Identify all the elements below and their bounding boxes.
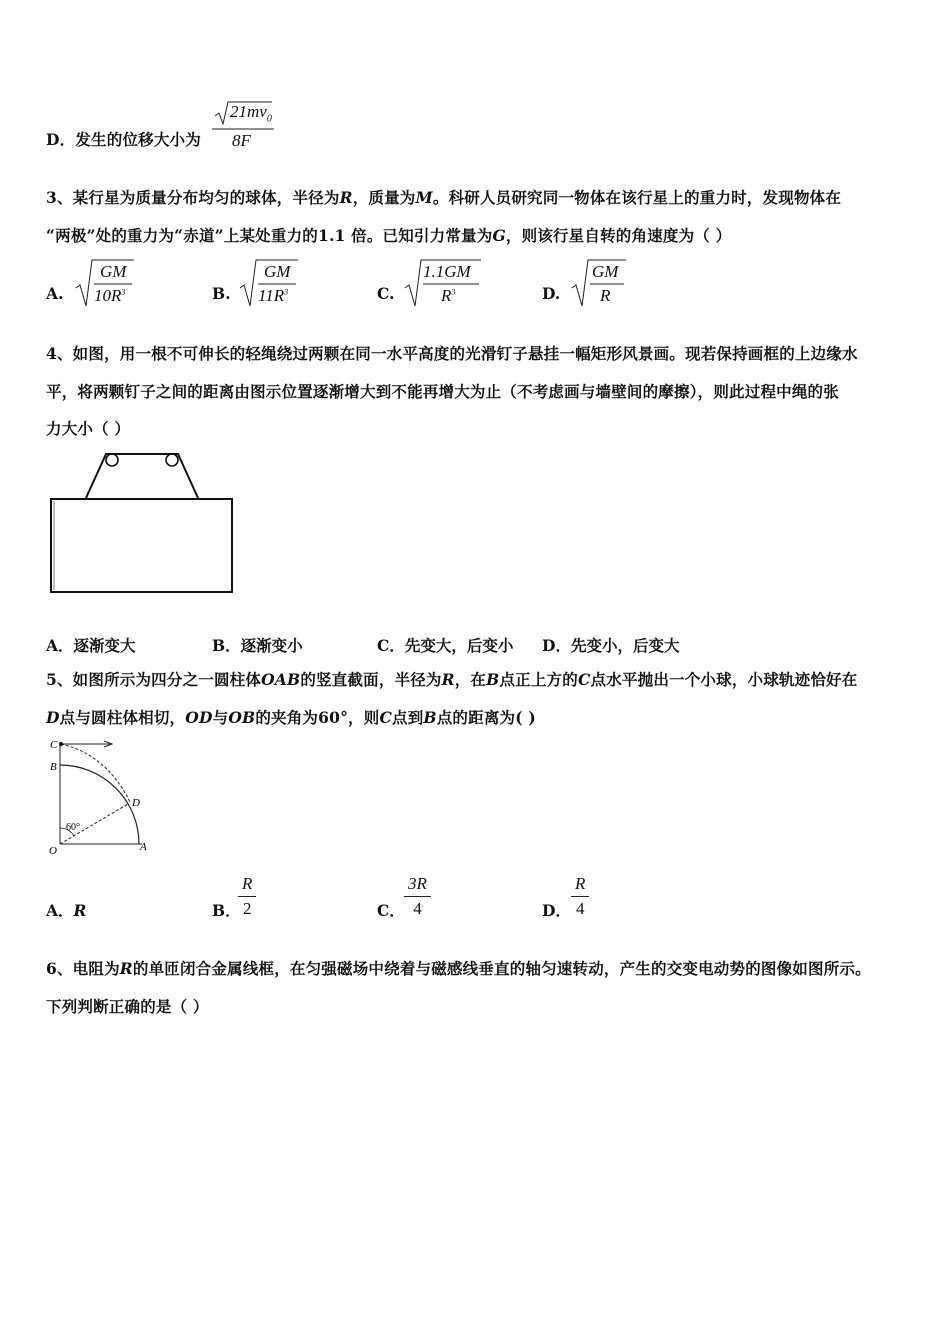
- rope: [86, 454, 198, 498]
- q4-picture-frame-figure: [46, 448, 238, 598]
- q3-line-2: “两极”处的重力为“赤道”上某处重力的1.1 倍。已知引力常量为G，则该行星自转的角速度为（ ）: [46, 226, 732, 245]
- prev-option-d-denominator: 8F: [232, 131, 251, 150]
- q4-line-2: 平，将两颗钉子之间的距离由图示位置逐渐增大到不能再增大为止（不考虑画与墙壁间的摩擦），则此过程中绳的张: [46, 382, 839, 401]
- q5-line-1: 5、如图所示为四分之一圆柱体OAB的竖直截面，半径为R，在B点正上方的C点水平抛出一个小球，小球轨迹恰好在: [46, 670, 858, 689]
- q5-option-a: A．R: [46, 901, 87, 920]
- q3-option-a-label: A.: [46, 284, 64, 303]
- q5-quarter-cylinder-figure: [44, 734, 164, 858]
- right-nail-icon: [166, 454, 178, 466]
- prev-option-d-label: D．发生的位移大小为: [46, 130, 201, 149]
- label-angle: 60°: [66, 822, 80, 833]
- q3-line-1: 3、某行星为质量分布均匀的球体，半径为R，质量为M。科研人员研究同一物体在该行星上的重力时，发现物体在: [46, 188, 842, 207]
- label-c: C: [50, 739, 58, 751]
- picture-frame: [51, 499, 232, 592]
- q4-option-d: D．先变小，后变大: [542, 636, 680, 655]
- q6-line-1: 6、电阻为R的单匝闭合金属线框，在匀强磁场中绕着与磁感线垂直的轴匀速转动，产生的交变电动势的图像如图所示。: [46, 959, 871, 978]
- q5-option-b-label: B．: [212, 901, 241, 920]
- q3-option-c-label: C.: [377, 284, 395, 303]
- q5-line-2: D点与圆柱体相切，OD与OB的夹角为60°，则C点到B点的距离为( ): [46, 708, 536, 727]
- q6-line-2: 下列判断正确的是（ ）: [46, 997, 209, 1016]
- q4-option-a: A．逐渐变大: [46, 636, 136, 655]
- q3-option-d-label: D.: [542, 284, 561, 303]
- ball-icon: [59, 742, 63, 746]
- prev-option-d-fraction: [212, 100, 284, 156]
- prev-option-d: [46, 128, 201, 150]
- q5-option-b-fraction: $\frac{R}{2}$: [238, 874, 256, 919]
- q3-option-a-formula: GM $10R^3$: [74, 256, 144, 310]
- label-b: B: [50, 761, 57, 773]
- q3-option-b-formula: GM $11R^3$: [238, 256, 308, 310]
- left-nail-icon: [106, 454, 118, 466]
- q3-option-d-formula: GM R: [570, 256, 634, 310]
- label-a: A: [140, 841, 147, 853]
- q3-option-c-formula: 1.1GM $R^3$: [403, 256, 487, 310]
- q5-option-c-label: C．: [377, 901, 405, 920]
- q3-option-b-label: B.: [212, 284, 231, 303]
- q4-option-c: C．先变大，后变小: [377, 636, 514, 655]
- q4-option-b: B．逐渐变小: [212, 636, 303, 655]
- label-d: D: [132, 797, 140, 809]
- q5-option-d-fraction: $\frac{R}{4}$: [571, 874, 589, 919]
- q4-line-1: 4、如图，用一根不可伸长的轻绳绕过两颗在同一水平高度的光滑钉子悬挂一幅矩形风景画。现若保持画框的上边缘水: [46, 344, 858, 363]
- q5-option-c-fraction: $\frac{3R}{4}$: [404, 874, 431, 919]
- prev-option-d-numerator: $21mv_0$: [230, 102, 272, 125]
- q5-option-d-label: D．: [542, 901, 571, 920]
- q4-line-3: 力大小（ ）: [46, 419, 131, 438]
- label-o: O: [49, 845, 57, 857]
